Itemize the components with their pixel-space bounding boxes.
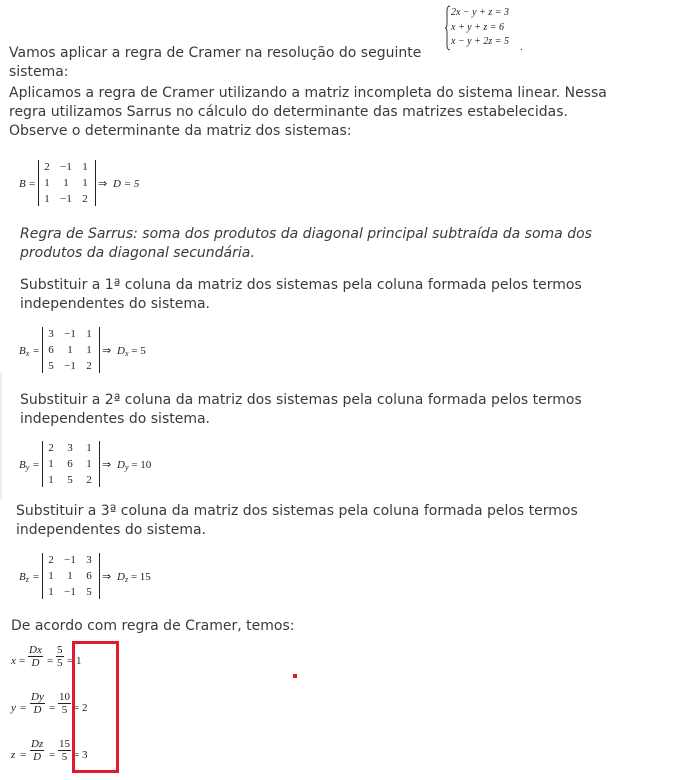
cell: 1: [48, 458, 54, 470]
det-main-label: B: [19, 178, 26, 190]
sol-y-num: Dy: [31, 691, 44, 703]
cell: −1: [64, 586, 76, 598]
det-y-label-text: B: [19, 459, 26, 471]
equation-2: x + y + z = 6: [451, 21, 505, 33]
cell: 2: [44, 161, 50, 173]
sol-y-var: y: [11, 702, 16, 714]
sarrus-note: Regra de Sarrus: soma dos produtos da diagonal principal subtraída da soma dos produtos da diagonal secundária.: [20, 226, 592, 261]
det-y-result: [117, 459, 151, 472]
cell: 1: [44, 193, 50, 205]
sol-y-den: D: [33, 704, 42, 716]
red-dot: [293, 674, 297, 678]
cell: −1: [64, 360, 76, 372]
cell: 3: [86, 554, 92, 566]
det-main-result: D = 5: [113, 178, 140, 190]
sol-y-value: 2: [82, 702, 88, 714]
det-y-eq: =: [33, 459, 40, 471]
det-x-label-text: B: [19, 345, 26, 357]
det-z-result: [117, 571, 151, 584]
cell: 1: [67, 570, 73, 582]
sol-z-var: z: [11, 749, 16, 761]
cell: 2: [82, 193, 88, 205]
det-main-matrix: [38, 160, 96, 206]
determinant-x: [19, 327, 219, 373]
det-y-implies: ⇒: [102, 459, 112, 471]
det-z-result-val: = 15: [130, 571, 151, 583]
sol-z-eq1: =: [20, 749, 27, 761]
det-x-result: [117, 345, 146, 358]
sol-y-frac-val: [58, 691, 71, 716]
det-x-result-val: = 5: [131, 345, 146, 357]
det-y-matrix: [42, 441, 100, 487]
cell: 1: [82, 161, 88, 173]
equation-3: x − y + 2z = 5: [451, 36, 510, 47]
sol-y-eq2: =: [49, 702, 56, 714]
cell: 1: [63, 177, 69, 189]
cell: −1: [64, 554, 76, 566]
cell: 6: [86, 570, 92, 582]
cell: 3: [48, 328, 54, 340]
sol-z-value: 3: [82, 749, 88, 761]
determinant-z: [19, 553, 219, 599]
sol-x-den: D: [31, 657, 40, 669]
det-z-result-sub: z: [124, 575, 129, 584]
step-x-text: Substituir a 1ª coluna da matriz dos sistemas pela coluna formada pelos termos independentes do sistema.: [20, 277, 582, 312]
det-x-eq: =: [33, 345, 40, 357]
sol-x-vden: 5: [57, 657, 63, 669]
sol-y-eq3: =: [73, 702, 80, 714]
sol-z-num: Dz: [31, 738, 44, 750]
det-y-result-sub: y: [124, 463, 129, 472]
intro-text: Vamos aplicar a regra de Cramer na resolução do seguinte sistema:: [9, 45, 422, 80]
det-z-label: [19, 571, 29, 584]
cell: 1: [48, 474, 54, 486]
sol-x-frac-val: [56, 644, 64, 669]
sol-x-value: 1: [76, 655, 82, 667]
cell: 5: [86, 586, 92, 598]
cell: 2: [86, 474, 92, 486]
cell: 6: [67, 458, 73, 470]
cell: 1: [48, 586, 54, 598]
cell: −1: [60, 161, 72, 173]
cell: −1: [64, 328, 76, 340]
cell: 5: [67, 474, 73, 486]
det-x-result-var: D: [117, 345, 125, 357]
highlight-box: [72, 641, 119, 773]
cell: 1: [86, 328, 92, 340]
cell: 1: [86, 458, 92, 470]
det-z-label-text: B: [19, 571, 26, 583]
det-main-implies: ⇒: [98, 178, 108, 190]
sol-z-den: D: [33, 751, 42, 763]
det-z-result-var: D: [117, 571, 125, 583]
sol-z-frac-sym: [30, 738, 44, 763]
sol-y-vnum: 10: [59, 691, 70, 703]
det-x-result-sub: x: [124, 349, 129, 358]
cell: 5: [48, 360, 54, 372]
cell: 1: [86, 344, 92, 356]
system-period: .: [520, 41, 523, 53]
det-x-matrix: [42, 327, 100, 373]
sol-y-vden: 5: [61, 704, 68, 716]
sol-z-eq2: =: [49, 749, 56, 761]
det-z-implies: ⇒: [102, 571, 112, 583]
det-z-eq: =: [33, 571, 40, 583]
cell: 6: [48, 344, 54, 356]
cell: 1: [44, 177, 50, 189]
sol-z-vnum: 15: [59, 738, 70, 750]
sol-x-num: Dx: [29, 644, 42, 656]
step-y-text: Substituir a 2ª coluna da matriz dos sistemas pela coluna formada pelos termos independentes do sistema.: [20, 392, 582, 427]
det-x-implies: ⇒: [102, 345, 112, 357]
cell: 1: [86, 442, 92, 454]
equation-1: 2x − y + z = 3: [451, 7, 510, 18]
sol-x-var: x: [11, 655, 16, 667]
left-divider: [0, 372, 2, 500]
det-x-label-sub: x: [25, 349, 30, 358]
sol-z-frac-val: [58, 738, 71, 763]
det-z-matrix: [42, 553, 100, 599]
det-y-result-val: = 10: [131, 459, 152, 471]
sol-x-eq1: =: [19, 655, 26, 667]
cell: 1: [82, 177, 88, 189]
sol-z-eq3: =: [73, 749, 80, 761]
cell: 2: [48, 442, 54, 454]
determinant-y: [19, 441, 219, 487]
sol-x-eq3: =: [67, 655, 74, 667]
determinant-main: [19, 160, 219, 206]
step-z-text: Substituir a 3ª coluna da matriz dos sistemas pela coluna formada pelos termos independentes do sistema.: [16, 503, 578, 538]
paragraph-cramer-intro: Aplicamos a regra de Cramer utilizando a matriz incompleta do sistema linear. Nessa regra utilizamos Sarrus no cálculo do determinante das matrizes estabelecidas. Observe o determinante da matriz dos sistemas:: [9, 85, 607, 139]
sol-x-frac-sym: [28, 644, 43, 669]
sol-x-vnum: 5: [57, 644, 63, 656]
cell: 2: [86, 360, 92, 372]
cell: 3: [67, 442, 73, 454]
cell: 1: [48, 570, 54, 582]
cell: 1: [67, 344, 73, 356]
sol-y-frac-sym: [30, 691, 45, 716]
sol-x-eq2: =: [47, 655, 54, 667]
det-x-label: [19, 345, 29, 358]
det-y-result-var: D: [117, 459, 125, 471]
cell: 2: [48, 554, 54, 566]
det-main-eq: =: [29, 178, 36, 190]
det-z-label-sub: z: [25, 575, 29, 584]
cell: −1: [60, 193, 72, 205]
sol-z-vden: 5: [61, 751, 68, 763]
det-y-label: [19, 459, 29, 472]
equation-system: [451, 6, 509, 50]
cramer-conclusion: De acordo com regra de Cramer, temos:: [11, 618, 295, 634]
sol-y-eq1: =: [20, 702, 27, 714]
det-y-label-sub: y: [25, 463, 30, 472]
